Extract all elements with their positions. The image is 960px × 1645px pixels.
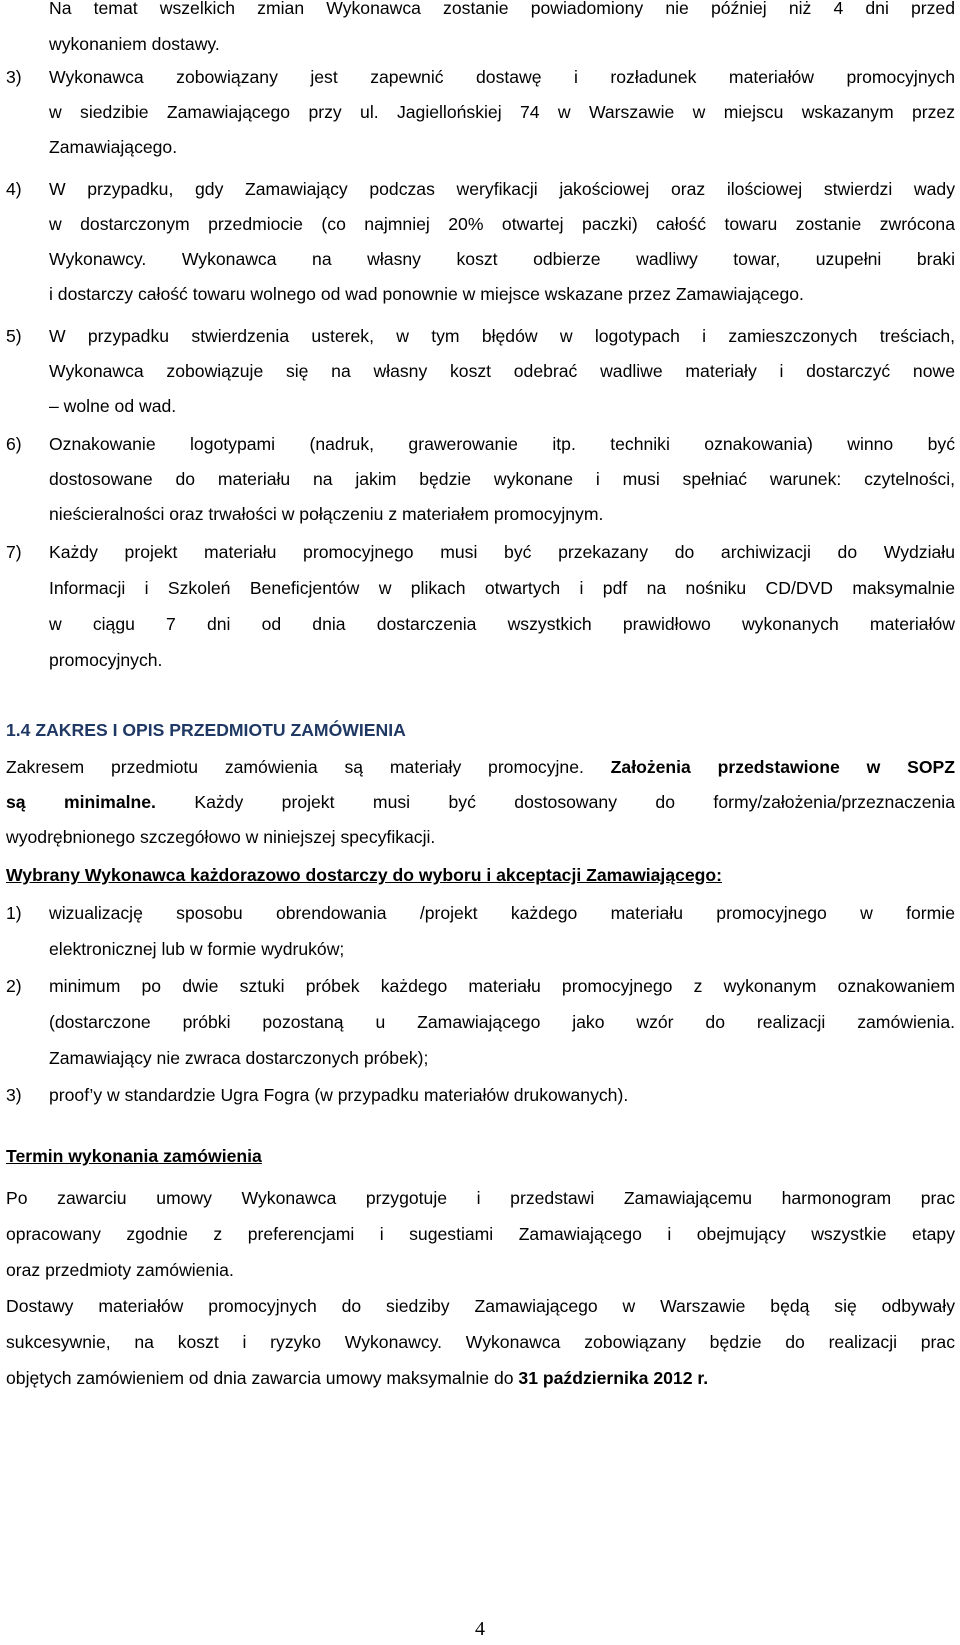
item-7-line-4: promocyjnych. [49,650,163,670]
item-4-number: 4) [6,179,22,199]
deliverable-2-number: 2) [6,976,22,996]
item-4-line-1: W przypadku, gdy Zamawiający podczas weryfikacji jakościowej oraz ilościowej stwierdzi wady [49,179,955,199]
scope-paragraph-line-3: wyodrębnionego szczegółowo w niniejszej specyfikacji. [6,827,436,847]
deliverable-2-line-3: Zamawiający nie zwraca dostarczonych próbek); [49,1048,429,1068]
deliverable-1-number: 1) [6,903,22,923]
intro-line-1: Na temat wszelkich zmian Wykonawca zostanie powiadomiony nie później niż 4 dni przed [49,0,955,18]
deliverable-3-number: 3) [6,1085,22,1105]
deliverable-2-line-2: (dostarczone próbki pozostaną u Zamawiającego jako wzór do realizacji zamówienia. [49,1012,955,1032]
item-6-number: 6) [6,434,22,454]
deliverable-3-line-1: proof’y w standardzie Ugra Fogra (w przypadku materiałów drukowanych). [49,1085,629,1105]
item-7-line-1: Każdy projekt materiału promocyjnego musi być przekazany do archiwizacji do Wydziału [49,542,955,562]
item-5-line-3: – wolne od wad. [49,396,177,416]
deliverables-subheading: Wybrany Wykonawca każdorazowo dostarczy do wyboru i akceptacji Zamawiającego: [6,865,723,885]
scope-text: Zakresem przedmiotu zamówienia są materiały promocyjne. [6,757,611,777]
intro-line-2: wykonaniem dostawy. [49,34,220,54]
deadline-paragraph-2-line-1: Dostawy materiałów promocyjnych do siedziby Zamawiającego w Warszawie będą się odbywały [6,1296,955,1316]
item-5-line-2: Wykonawca zobowiązuje się na własny koszt odebrać wadliwe materiały i dostarczyć nowe [49,361,955,381]
item-4-line-4: i dostarczy całość towaru wolnego od wad ponownie w miejsce wskazane przez Zamawiającego. [49,284,804,304]
item-3-line-3: Zamawiającego. [49,137,178,157]
item-3-line-2: w siedzibie Zamawiającego przy ul. Jagiellońskiej 74 w Warszawie w miejscu wskazanym przez [49,102,955,122]
item-6-line-1: Oznakowanie logotypami (nadruk, grawerowanie itp. techniki oznakowania) winno być [49,434,955,454]
deadline-heading: Termin wykonania zamówienia [6,1146,262,1166]
deliverable-1-line-2: elektronicznej lub w formie wydruków; [49,939,345,959]
deliverable-2-line-1: minimum po dwie sztuki próbek każdego materiału promocyjnego z wykonanym oznakowaniem [49,976,955,996]
deadline-paragraph-2-line-2: sukcesywnie, na koszt i ryzyko Wykonawcy. Wykonawca zobowiązany będzie do realizacji prac [6,1332,955,1352]
deliverable-1-line-1: wizualizację sposobu obrendowania /projekt każdego materiału promocyjnego w formie [49,903,955,923]
item-5-line-1: W przypadku stwierdzenia usterek, w tym błędów w logotypach i zamieszczonych treściach, [49,326,955,346]
item-3-line-1: Wykonawca zobowiązany jest zapewnić dostawę i rozładunek materiałów promocyjnych [49,67,955,87]
item-7-number: 7) [6,542,22,562]
item-5-number: 5) [6,326,22,346]
deadline-date: 31 października 2012 r. [518,1368,709,1388]
deadline-paragraph-1-line-1: Po zawarciu umowy Wykonawca przygotuje i przedstawi Zamawiającemu harmonogram prac [6,1188,955,1208]
scope-text-2: Każdy projekt musi być dostosowany do formy/założenia/przeznaczenia [155,792,955,812]
item-7-line-3: w ciągu 7 dni od dnia dostarczenia wszystkich prawidłowo wykonanych materiałów [49,614,955,634]
item-3-number: 3) [6,67,22,87]
item-4-line-2: w dostarczonym przedmiocie (co najmniej 20% otwartej paczki) całość towaru zostanie zwrócona [49,214,955,234]
item-7-line-2: Informacji i Szkoleń Beneficjentów w plikach otwartych i pdf na nośniku CD/DVD maksymalnie [49,578,955,598]
item-6-line-2: dostosowane do materiału na jakim będzie wykonane i musi spełniać warunek: czytelności, [49,469,955,489]
item-6-line-3: nieścieralności oraz trwałości w połączeniu z materiałem promocyjnym. [49,504,604,524]
scope-paragraph-line-1 [6,756,955,778]
scope-bold-text: Założenia przedstawione w SOPZ [610,757,955,777]
deadline-paragraph-1-line-3: oraz przedmioty zamówienia. [6,1260,234,1280]
section-heading: 1.4 ZAKRES I OPIS PRZEDMIOTU ZAMÓWIENIA [6,720,406,740]
item-4-line-3: Wykonawcy. Wykonawca na własny koszt odbierze wadliwy towar, uzupełni braki [49,249,955,269]
scope-bold-text-2: są minimalne. [6,792,156,812]
deadline-text: objętych zamówieniem od dnia zawarcia umowy maksymalnie do [6,1368,519,1388]
deadline-paragraph-1-line-2: opracowany zgodnie z preferencjami i sugestiami Zamawiającego i obejmujący wszystkie etapy [6,1224,955,1244]
scope-paragraph-line-2 [6,791,955,813]
page-number: 4 [475,1618,485,1640]
deadline-paragraph-2-line-3 [6,1367,708,1389]
